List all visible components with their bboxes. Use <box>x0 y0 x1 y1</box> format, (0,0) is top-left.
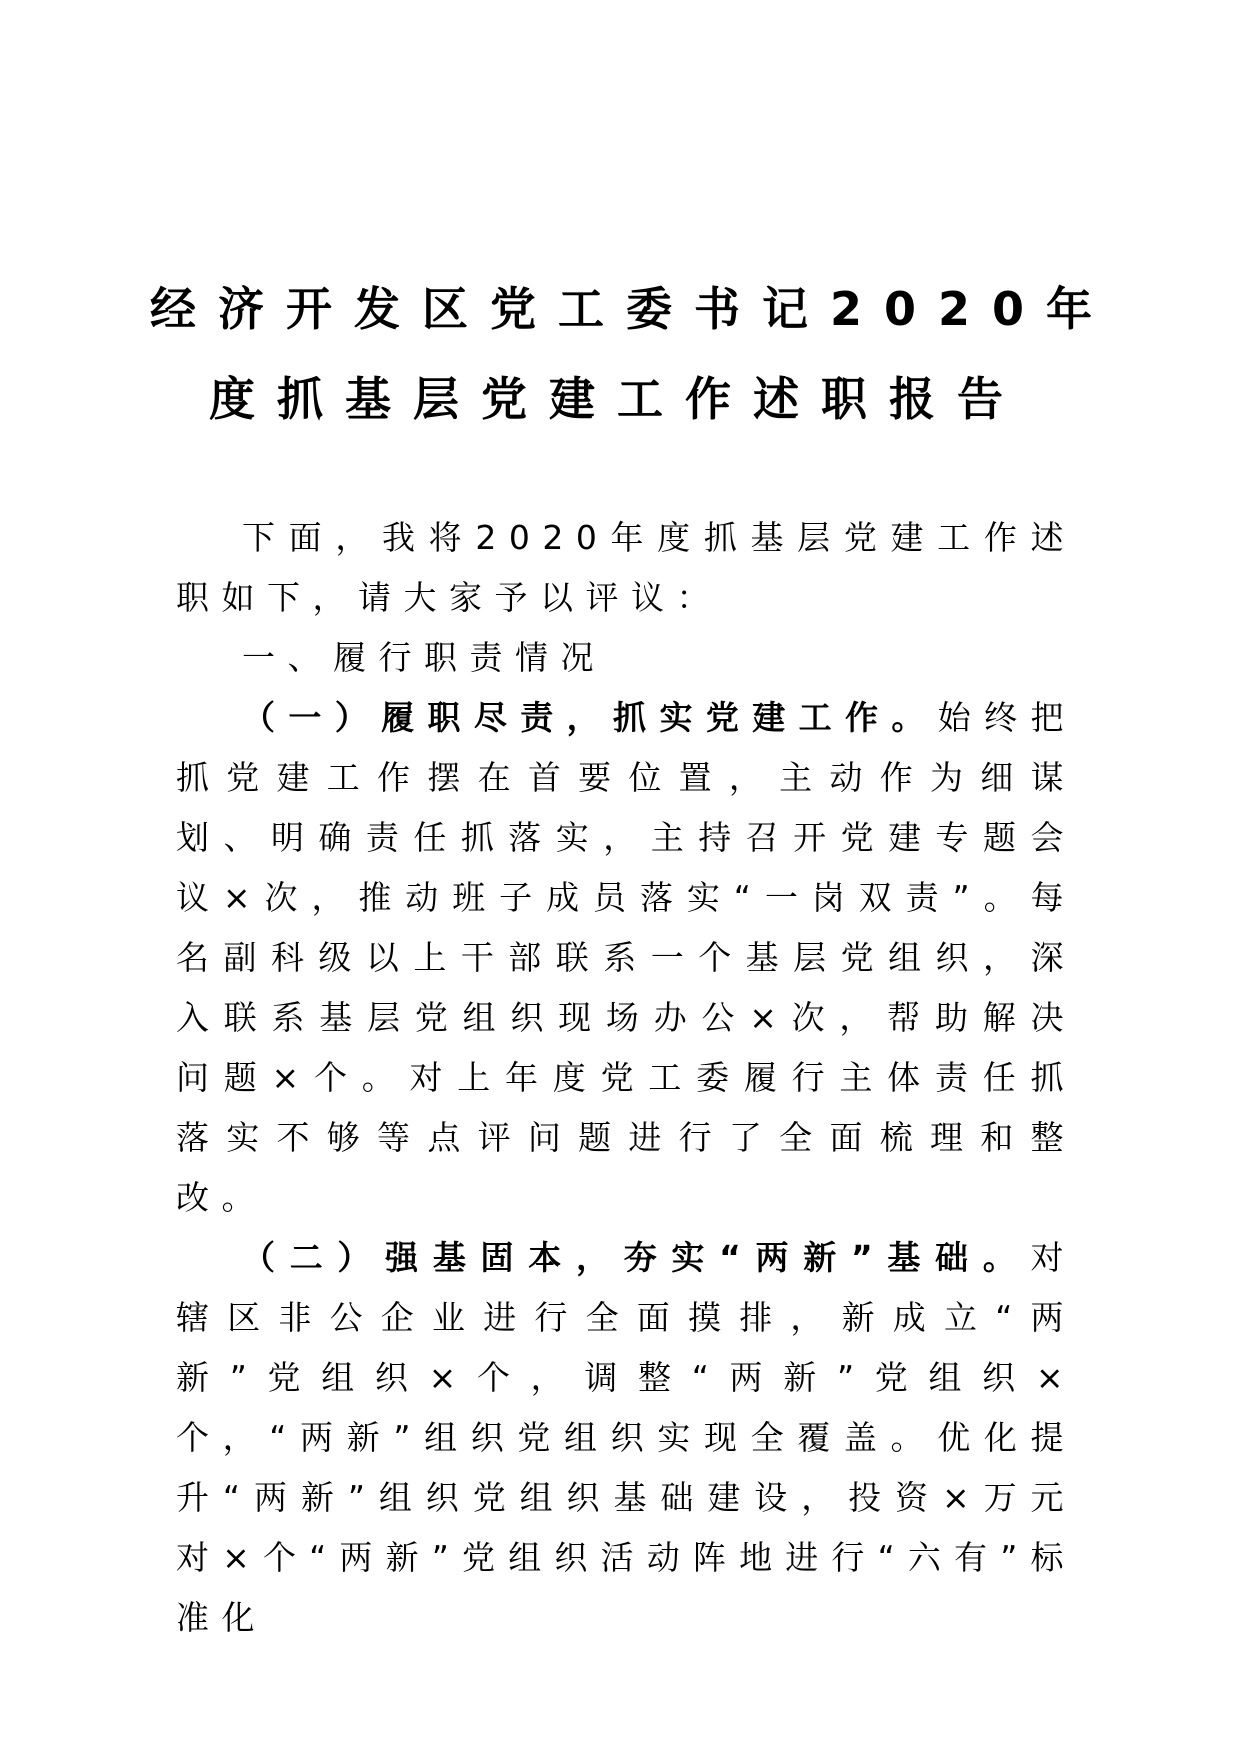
document-title-line-1: 经济开发区党工委书记2020年 <box>150 282 1115 336</box>
section-heading-block <box>176 628 1076 688</box>
intro-text: 下面，我将2020年度抓基层党建工作述职如下，请大家予以评议： <box>176 518 1076 617</box>
section-1-heading: 一、履行职责情况 <box>242 638 606 677</box>
document-title-line-2: 度抓基层党建工作述职报告 <box>209 372 1025 426</box>
paragraph-2-body: 对辖区非公企业进行全面摸排，新成立“两新”党组织×个，调整“两新”党组织×个，“两新”组织党组织实现全覆盖。优化提升“两新”组织党组织基础建设，投资×万元对×个“两新”党组织活动阵地进行“六有”标准化 <box>176 1238 1076 1637</box>
paragraph-1 <box>176 688 1076 1228</box>
paragraph-1-body: 始终把抓党建工作摆在首要位置，主动作为细谋划、明确责任抓落实，主持召开党建专题会议×次，推动班子成员落实“一岗双责”。每名副科级以上干部联系一个基层党组织，深入联系基层党组织现场办公×次，帮助解决问题×个。对上年度党工委履行主体责任抓落实不够等点评问题进行了全面梳理和整改。 <box>176 698 1077 1217</box>
body-paragraphs <box>176 688 1076 1648</box>
paragraph-2 <box>176 1228 1076 1648</box>
intro-paragraph <box>176 508 1076 628</box>
paragraph-1-lead: （一）履职尽责，抓实党建工作。 <box>242 698 938 737</box>
paragraph-2-lead: （二）强基固本，夯实“两新”基础。 <box>242 1238 1031 1277</box>
